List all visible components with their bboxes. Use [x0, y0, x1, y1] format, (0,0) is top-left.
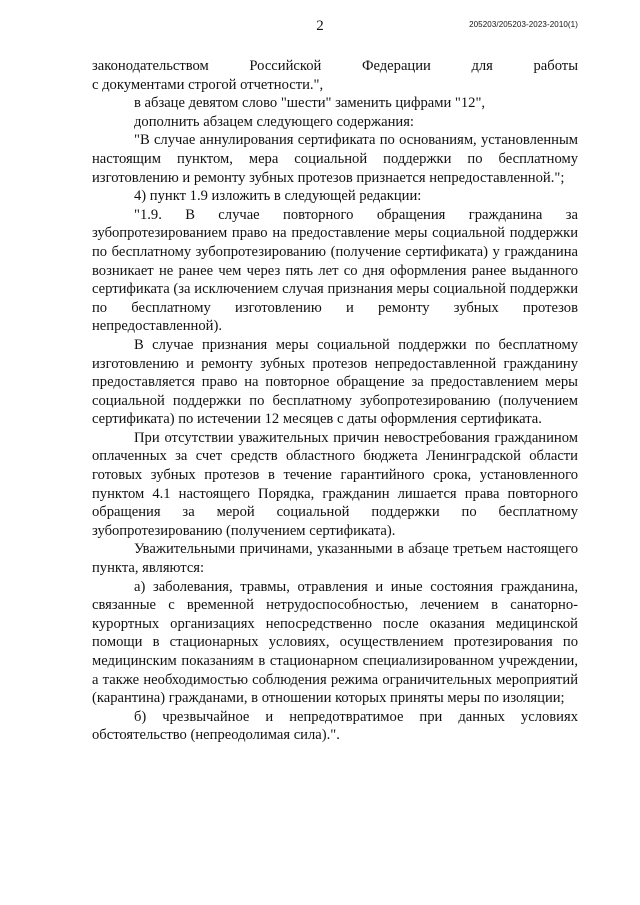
paragraph: "1.9. В случае повторного обращения гражданина за зубопротезированием право на предоставление меры социальной поддержки по бесплатному зубопротезированию (получение сертификата) у гражданина возникает не ранее чем через пять лет со дня оформления ранее выданного сертификата (за исключением случая признания меры социальной поддержки по бесплатному изготовлению и ремонту зубных протезов непредоставленной). — [92, 206, 578, 335]
paragraph: В случае признания меры социальной поддержки по бесплатному изготовлению и ремонту зубных протезов непредоставленной гражданину предоставляется право на повторное обращение за предоставлением меры социальной поддержки по бесплатному зубопротезированию (получением сертификата) по истечении 12 месяцев с даты оформления сертификата. — [92, 336, 578, 428]
paragraph: Уважительными причинами, указанными в абзаце третьем настоящего пункта, являются: — [92, 541, 578, 577]
document-code: 205203/205203-2023-2010(1) — [469, 20, 578, 29]
document-body — [92, 57, 578, 745]
page-number: 2 — [316, 18, 324, 34]
paragraph: в абзаце девятом слово "шести" заменить цифрами "12", — [134, 95, 486, 112]
paragraph: законодательством Российской Федерации для работы — [92, 58, 578, 74]
paragraph: с документами строгой отчетности.", — [92, 76, 324, 93]
paragraph: При отсутствии уважительных причин невостребования гражданином оплаченных за счет средств областного бюджета Ленинградской области готовых зубных протезов в течение гарантийного срока, установленного пунктом 4.1 настоящего Порядка, гражданин лишается права повторного обращения за мерой социальной поддержки по бесплатному зубопротезированию (получением сертификата). — [92, 429, 578, 539]
paragraph: "В случае аннулирования сертификата по основаниям, установленным настоящим пунктом, мера социальной поддержки по бесплатному изготовлению и ремонту зубных протезов признается непредоставленной."; — [92, 132, 578, 186]
paragraph: а) заболевания, травмы, отравления и иные состояния гражданина, связанные с временной нетрудоспособностью, лечением в санаторно-курортных организациях непосредственно после оказания медицинской помощи в стационарных условиях, осуществлением протезирования по медицинским показаниям в стационарном специализированном учреждении, а также необходимостью соблюдения режима ограничительных мероприятий (карантина) гражданами, в отношении которых приняты меры по изоляции; — [92, 578, 578, 707]
paragraph: дополнить абзацем следующего содержания: — [134, 113, 414, 130]
paragraph: 4) пункт 1.9 изложить в следующей редакции: — [134, 188, 422, 205]
paragraph: б) чрезвычайное и непредотвратимое при данных условиях обстоятельство (непреодолимая сила).". — [92, 708, 578, 744]
